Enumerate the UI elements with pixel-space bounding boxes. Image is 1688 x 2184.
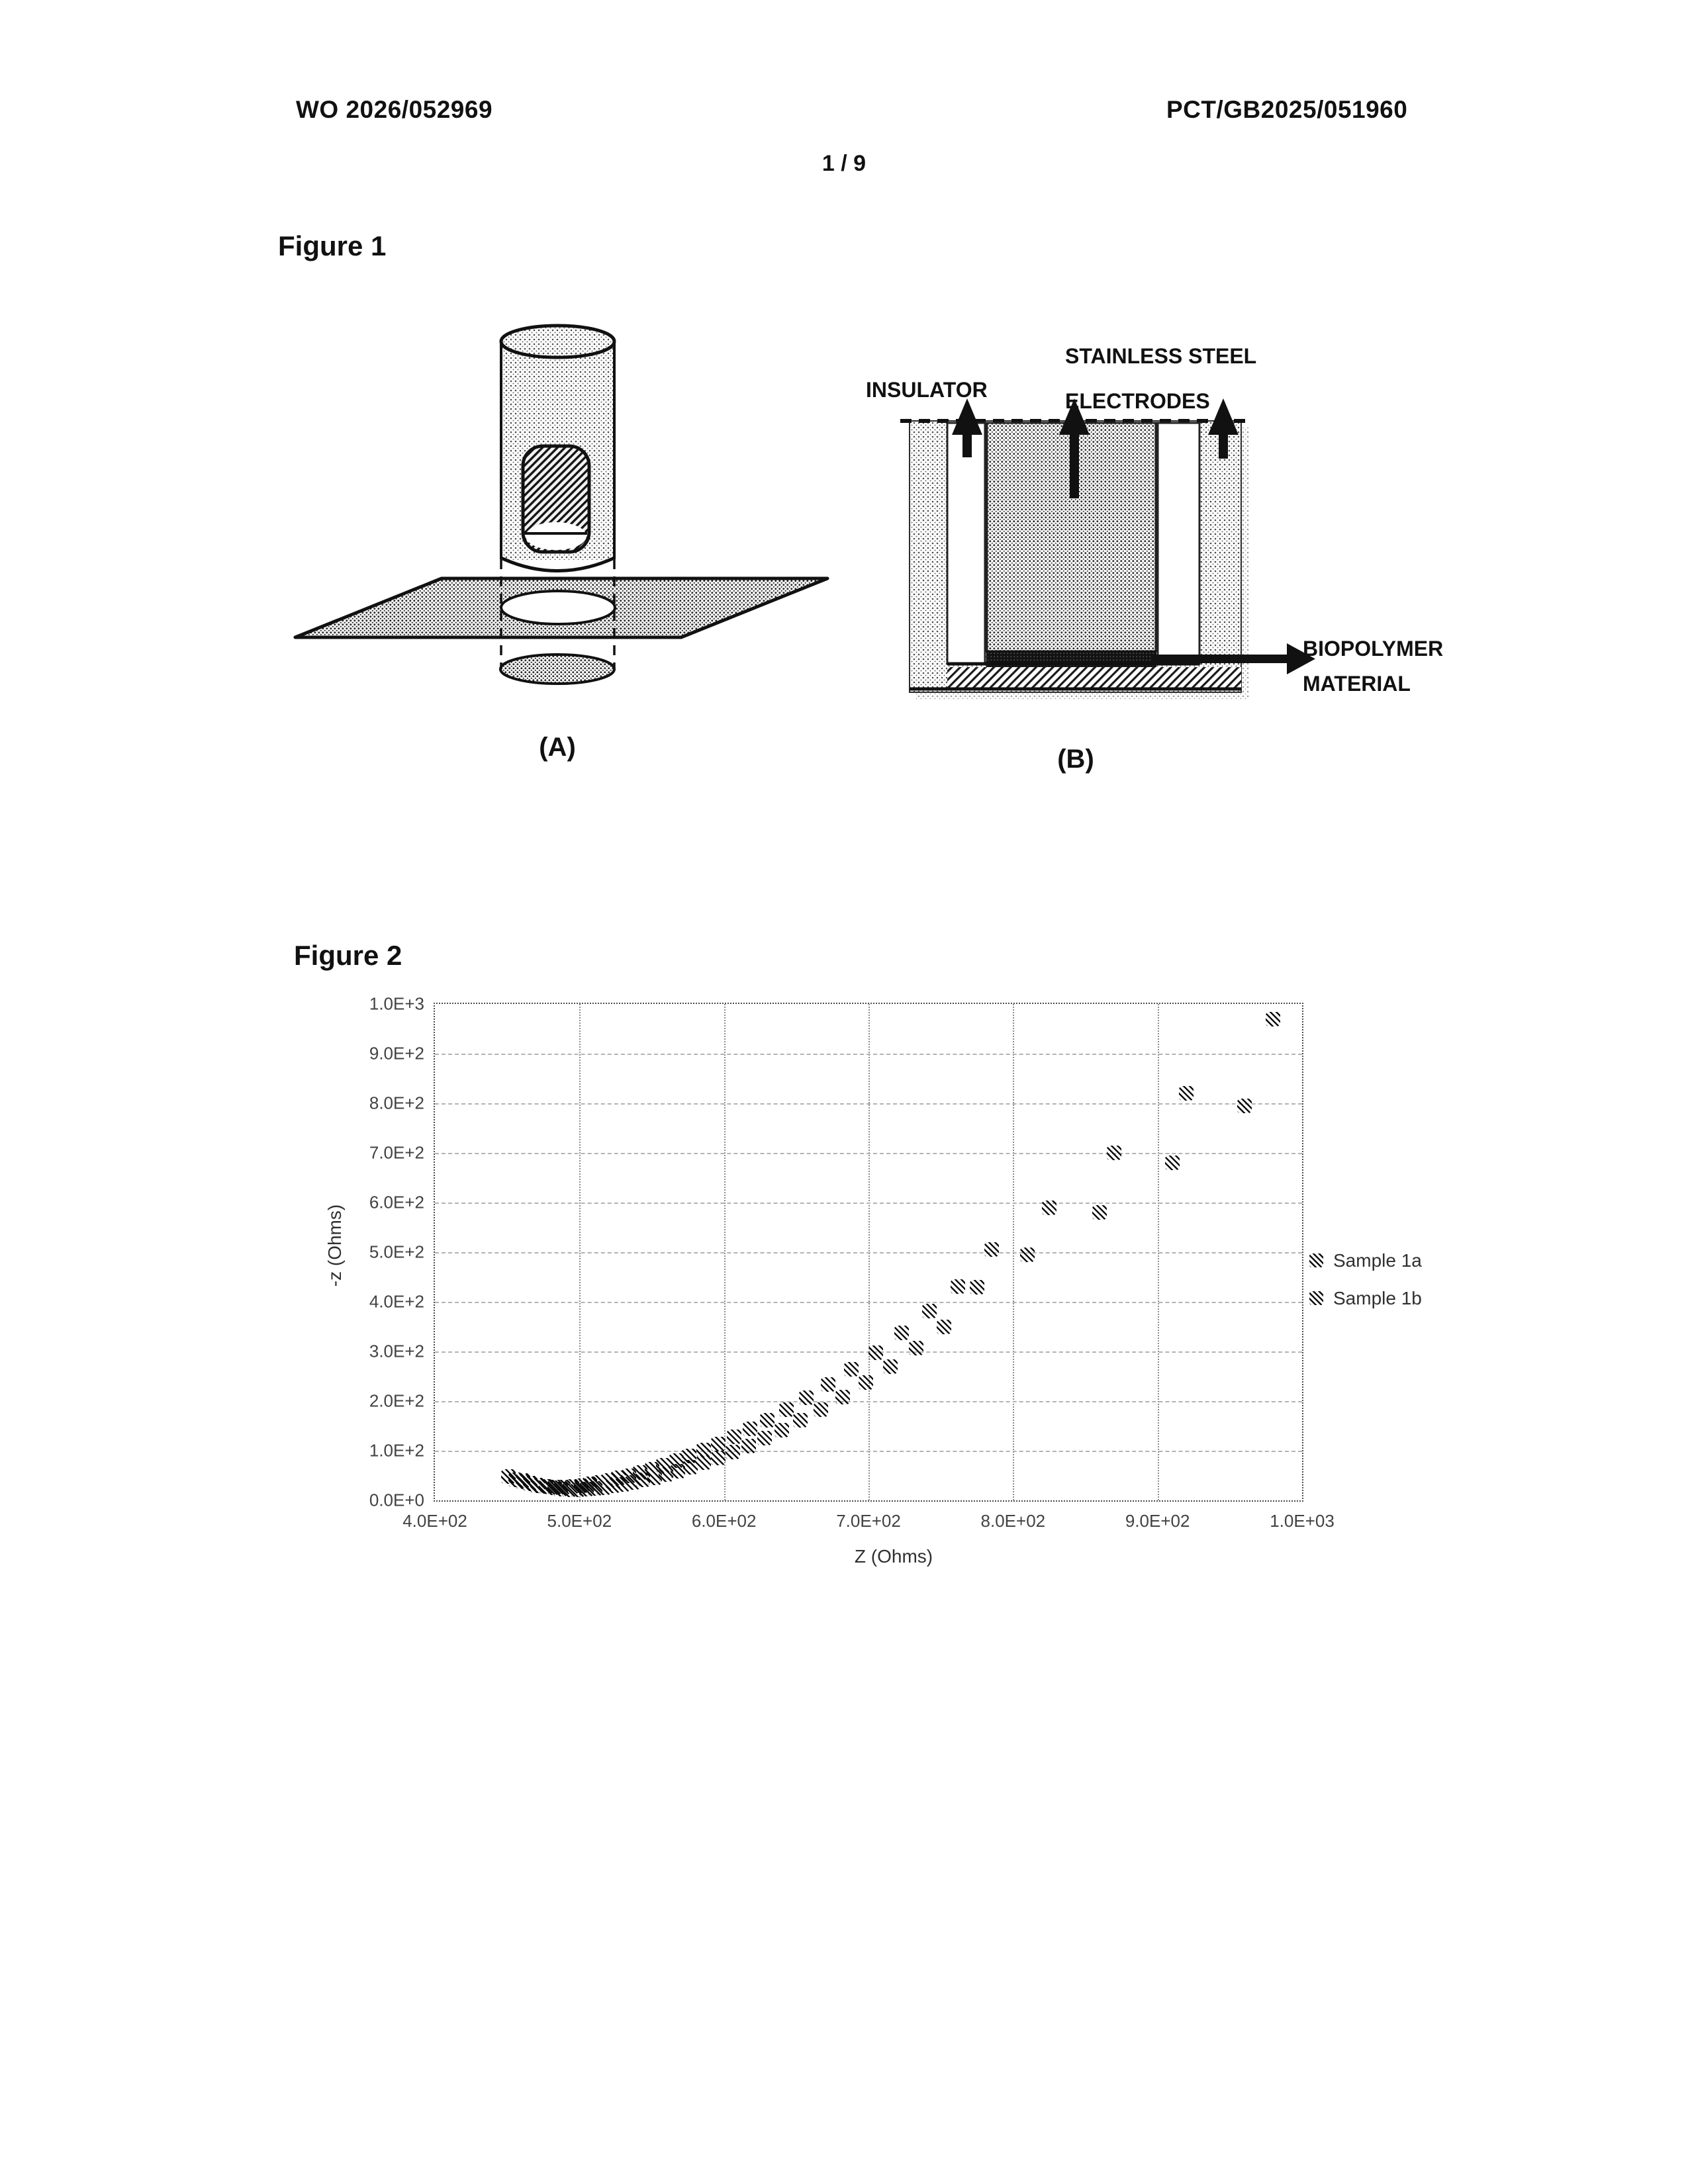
panel-a-label: (A) — [539, 733, 576, 762]
data-point-sample-1a — [868, 1345, 883, 1360]
electrodes-label-line1: STAINLESS STEEL — [1065, 344, 1257, 368]
data-point-sample-1b — [1237, 1099, 1252, 1113]
y-gridline — [435, 1302, 1302, 1303]
legend-marker-icon — [1309, 1253, 1323, 1267]
insulator-slot-left — [947, 423, 985, 664]
y-gridline — [435, 1252, 1302, 1253]
figure2-title: Figure 2 — [294, 940, 402, 971]
data-point-sample-1b — [711, 1451, 726, 1465]
data-point-sample-1b — [970, 1280, 984, 1295]
data-point-sample-1b — [757, 1431, 772, 1445]
y-tick-label: 1.0E+3 — [369, 993, 424, 1014]
vessel-bottom-hatch — [947, 667, 1241, 689]
x-axis-title: Z (Ohms) — [854, 1546, 933, 1567]
data-point-sample-1a — [1266, 1012, 1280, 1026]
y-tick-label: 8.0E+2 — [369, 1093, 424, 1113]
data-point-sample-1a — [760, 1413, 774, 1428]
y-tick-label: 0.0E+0 — [369, 1490, 424, 1510]
y-tick-label: 4.0E+2 — [369, 1291, 424, 1312]
data-point-sample-1b — [883, 1359, 898, 1374]
data-point-sample-1a — [951, 1279, 965, 1294]
data-point-sample-1a — [1107, 1146, 1121, 1160]
biopolymer-label-line1: BIOPOLYMER — [1303, 637, 1444, 660]
y-axis-title: -z (Ohms) — [324, 1204, 345, 1287]
y-gridline — [435, 1451, 1302, 1452]
data-point-sample-1b — [696, 1455, 711, 1470]
chart-legend — [1309, 1242, 1422, 1317]
electrodes-label-line2: ELECTRODES — [1065, 389, 1210, 413]
data-point-sample-1a — [894, 1326, 909, 1340]
legend-label: Sample 1a — [1333, 1250, 1422, 1271]
x-tick-label: 7.0E+02 — [836, 1511, 901, 1531]
legend-label: Sample 1b — [1333, 1287, 1422, 1308]
plane-hole — [501, 591, 615, 624]
y-gridline — [435, 1401, 1302, 1402]
data-point-sample-1b — [774, 1423, 789, 1437]
y-tick-label: 5.0E+2 — [369, 1242, 424, 1262]
publication-number: WO 2026/052969 — [296, 96, 493, 123]
legend-marker-icon — [1309, 1291, 1323, 1305]
data-point-sample-1b — [726, 1445, 740, 1459]
insulator-label: INSULATOR — [866, 378, 988, 402]
y-tick-label: 1.0E+2 — [369, 1440, 424, 1461]
x-tick-label: 6.0E+02 — [691, 1511, 757, 1531]
y-gridline — [435, 1153, 1302, 1154]
data-point-sample-1b — [793, 1413, 808, 1428]
data-point-sample-1b — [1092, 1205, 1107, 1220]
x-tick-label: 8.0E+02 — [980, 1511, 1046, 1531]
y-tick-label: 3.0E+2 — [369, 1341, 424, 1361]
y-tick-label: 6.0E+2 — [369, 1192, 424, 1212]
data-point-sample-1b — [1020, 1248, 1035, 1262]
y-tick-label: 9.0E+2 — [369, 1043, 424, 1064]
y-tick-label: 7.0E+2 — [369, 1142, 424, 1163]
data-point-sample-1a — [1042, 1201, 1056, 1215]
data-point-sample-1a — [711, 1437, 726, 1451]
data-point-sample-1a — [727, 1430, 741, 1444]
data-point-sample-1b — [859, 1375, 873, 1390]
legend-item — [1309, 1279, 1422, 1317]
data-point-sample-1b — [741, 1439, 756, 1453]
y-tick-label: 2.0E+2 — [369, 1390, 424, 1411]
tube-top-ellipse — [501, 326, 614, 357]
data-point-sample-1a — [922, 1304, 937, 1318]
x-tick-label: 4.0E+02 — [402, 1511, 467, 1531]
data-point-sample-1b — [937, 1320, 951, 1334]
data-point-sample-1b — [835, 1390, 850, 1404]
figure1-title: Figure 1 — [278, 230, 387, 261]
tube-bottom-ellipse — [500, 655, 614, 684]
insulator-slot-right — [1158, 423, 1199, 664]
panel-b-label: (B) — [1057, 745, 1094, 774]
data-point-sample-1b — [909, 1341, 923, 1355]
y-gridline — [435, 1203, 1302, 1204]
legend-item — [1309, 1242, 1422, 1279]
data-point-sample-1a — [1179, 1086, 1194, 1101]
inner-tube-liquid — [526, 522, 586, 550]
data-point-sample-1b — [814, 1402, 828, 1417]
data-point-sample-1a — [743, 1422, 757, 1436]
data-point-sample-1a — [984, 1242, 999, 1257]
figure1-panel-a-drawing — [265, 278, 861, 768]
sheet-number: 1 / 9 — [821, 151, 867, 176]
data-point-sample-1a — [844, 1362, 859, 1377]
y-gridline — [435, 1103, 1302, 1105]
application-number: PCT/GB2025/051960 — [1166, 96, 1408, 123]
x-tick-label: 9.0E+02 — [1125, 1511, 1190, 1531]
data-point-sample-1b — [1165, 1156, 1180, 1170]
x-tick-label: 1.0E+03 — [1270, 1511, 1335, 1531]
y-gridline — [435, 1054, 1302, 1055]
x-tick-label: 5.0E+02 — [547, 1511, 612, 1531]
data-point-sample-1a — [779, 1402, 794, 1417]
data-point-sample-1a — [821, 1377, 835, 1392]
biopolymer-label-line2: MATERIAL — [1303, 672, 1411, 696]
data-point-sample-1a — [799, 1390, 814, 1405]
nyquist-plot-area — [369, 993, 1335, 1531]
figure1-panel-b-drawing — [854, 311, 1516, 788]
